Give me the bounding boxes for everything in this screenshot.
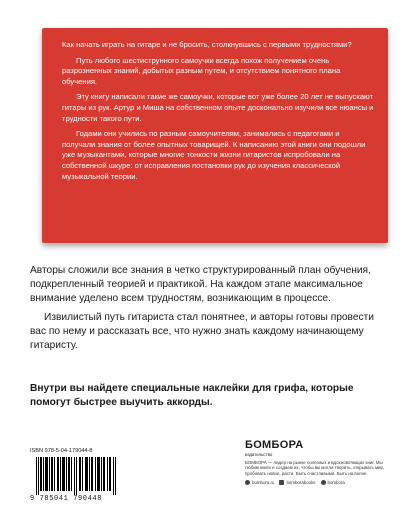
main-paragraph: Авторы сложили все знания в четко структурированный план обучения, подкрепленный теорией и практикой. На каждом этапе максимальное внимание уделено всем трудностям, возникающим в процессе. (30, 265, 371, 304)
social-telegram[interactable] (321, 480, 345, 485)
publisher-block (245, 440, 390, 485)
social-links (245, 480, 390, 485)
stickers-note: Внутри вы найдете специальные наклейки для грифа, которые помогут быстрее выучить аккорды. (30, 383, 354, 408)
publisher-description: БОМБОРА — лидер на рынке полезных и вдохновляющих книг. Мы любим книги и создаем их, чтобы вы могли творить, открывать мир, пробовать новое, расти. Быть счастливыми. Быть на волне. (245, 460, 385, 476)
vk-icon (279, 480, 284, 485)
box-paragraph: Как начать играть на гитаре и не бросить, столкнувшись с первыми трудностями? (62, 40, 352, 49)
publisher-logo: БОМБОРА (245, 439, 304, 451)
box-paragraph: Годами они учились по разным самоучителям, занимались с педагогами и получали знания от более опытных товарищей. К написанию этой книги они подошли уже музыкантами, которые многие тонкости жизни гитаристов испробовали на собственной шкуре: от исправления постановки рук до изучения классической музыкальной теории. (62, 129, 366, 181)
globe-icon (245, 480, 250, 485)
box-paragraph: Путь любого шестиструнного самоучки всегда похож получением очень разрозненных знаний, добытых разным путем, и отсутствием понятного плана обучения. (62, 55, 341, 86)
isbn-label: ISBN 978-5-04-179044-8 (30, 448, 93, 454)
barcode-digits: 9 785041 790448 (30, 495, 103, 503)
main-description (30, 264, 386, 359)
social-label: bombora.ru (252, 480, 275, 486)
telegram-icon (321, 480, 326, 485)
publisher-subtitle: издательство (245, 452, 273, 457)
isbn-block (30, 448, 150, 503)
main-paragraph: Извилистый путь гитариста стал понятнее, и авторы готовы провести вас по нему и рассказать все, что нужно знать каждому начинающему гитаристу. (30, 312, 374, 351)
barcode-icon (30, 457, 130, 495)
social-label: bombora (327, 480, 345, 486)
social-vk[interactable] (279, 480, 315, 485)
annotation-box (42, 28, 388, 243)
social-site[interactable] (245, 480, 274, 485)
social-label: bomborabooks (286, 480, 316, 486)
box-paragraph: Эту книгу написали такие же самоучки, которые вот уже более 20 лет не выпускают гитары из рук. Артур и Миша на собственном опыте досконально изучили все нюансы и трудности такого пути. (62, 92, 374, 123)
